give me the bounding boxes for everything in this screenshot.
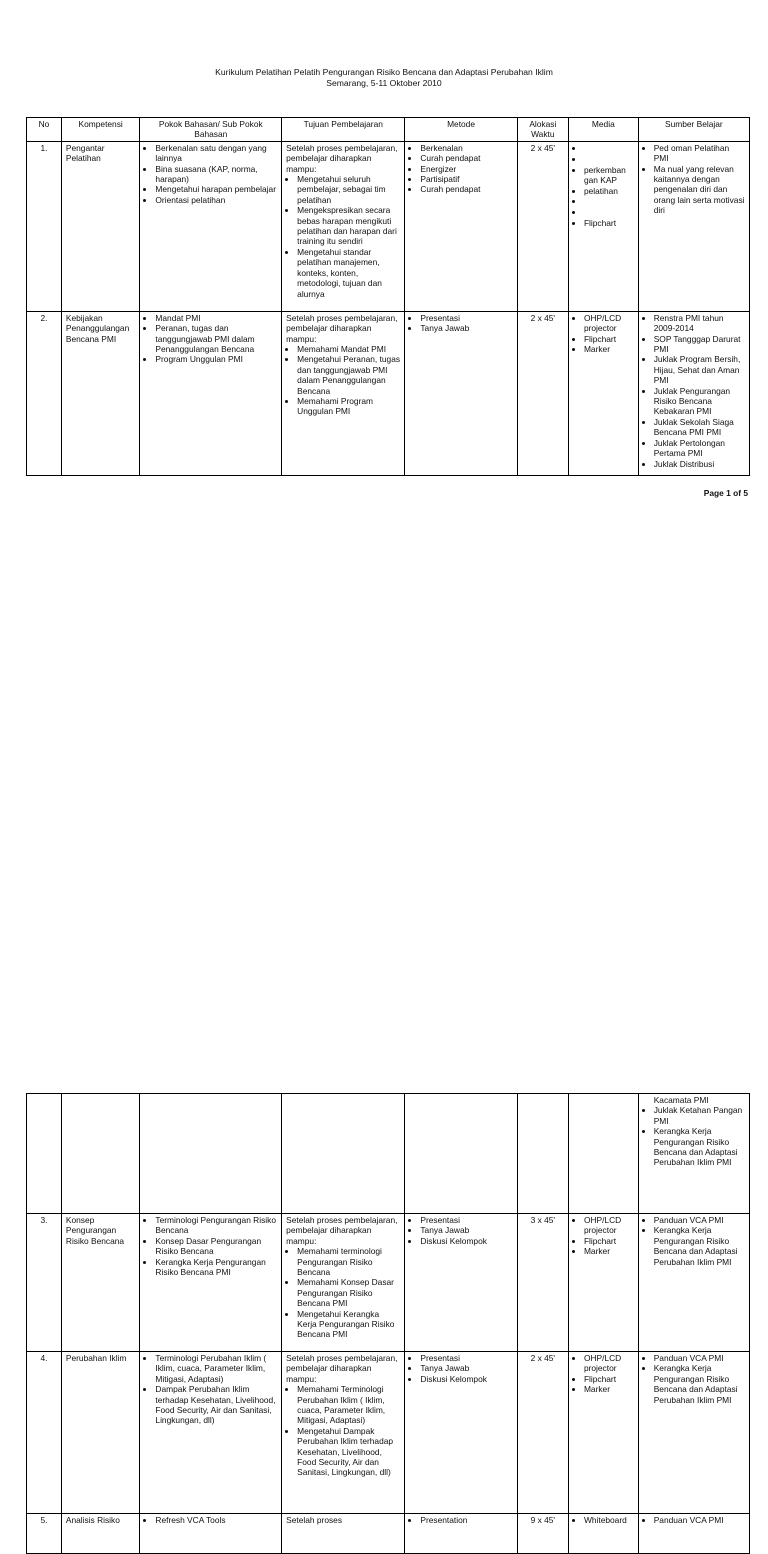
list-item: • Orientasi pelatihan [155,195,277,205]
column-header-kompetensi: Kompetensi [61,118,140,142]
table-row [27,311,750,475]
list-item: • SOP Tangggap Darurat PMI [654,334,745,355]
list-item: • Diskusi Kelompok [420,1236,512,1246]
row-number: 4. [27,1352,62,1514]
document-subtitle: Semarang, 5-11 Oktober 2010 [326,78,442,88]
tujuan-cell [282,1352,405,1514]
list-item: • Flipchart [584,218,634,228]
list-item: • Juklak Sekolah Siaga Bencana PMI PMI [654,417,745,438]
media-list [573,143,634,229]
list-item: • Whiteboard [584,1515,634,1525]
list-item: • Mengekspresikan secara bebas harapan mengikuti pelatihan dan harapan dari training itu sendiri [297,205,400,247]
media-cell [568,1094,638,1214]
list-item: • Tanya Jawab [420,1225,512,1235]
alokasi-waktu-cell: 2 x 45' [517,1352,568,1514]
list-item: • Partisipatif [420,174,512,184]
list-item: • Presentasi [420,1353,512,1363]
list-item: • Panduan VCA PMI [654,1353,745,1363]
pokok-bahasan-list [144,1515,277,1525]
table-row [27,1514,750,1554]
list-item: • Kerangka Kerja Pengurangan Risiko Bencana PMI [155,1257,277,1278]
list-item: • Juklak Ketahan Pangan PMI [654,1105,745,1126]
sumber-belajar-list [643,1353,745,1405]
metode-list [409,313,512,334]
list-item: • Panduan VCA PMI [654,1515,745,1525]
list-item: • Juklak Pengurangan Risiko Bencana Kebakaran PMI [654,386,745,417]
kompetensi-cell: Kebijakan Penanggulangan Bencana PMI [61,311,140,475]
pokok-bahasan-cell [140,1094,282,1214]
list-item: • Berkenalan [420,143,512,153]
list-item [584,143,634,154]
pokok-bahasan-list [144,313,277,365]
document-page-2 [0,510,768,1525]
sumber-belajar-cell [638,311,749,475]
list-item: • Mandat PMI [155,313,277,323]
list-item: • Program Unggulan PMI [155,354,277,364]
list-item: • Flipchart [584,1374,634,1384]
row-number: 3. [27,1214,62,1352]
table-row [27,1214,750,1352]
list-item: • Presentasi [420,313,512,323]
list-item: • Juklak Program Bersih, Hijau, Sehat dan Aman PMI [654,354,745,385]
column-header-no: No [27,118,62,142]
list-item: • OHP/LCD projector [584,1215,634,1236]
list-item: • Diskusi Kelompok [420,1374,512,1384]
metode-cell [405,1514,517,1554]
list-item: • Tanya Jawab [420,323,512,333]
pokok-bahasan-list [144,1215,277,1277]
pokok-bahasan-list [144,143,277,205]
list-item: • Presentation [420,1515,512,1525]
curriculum-table-continued [26,1093,750,1554]
list-item: • Juklak Distribusi [654,459,745,469]
alokasi-waktu-cell [517,1094,568,1214]
list-item: • pelatihan [584,186,634,196]
list-item: • Mengetahui Dampak Perubahan Iklim terhadap Kesehatan, Livelihood, Food Security, Air dan Sanitasi, Lingkungan, dll) [297,1426,400,1478]
list-item: • Curah pendapat [420,184,512,194]
page-number: Page 1 of 5 [703,488,748,498]
metode-list [409,1215,512,1246]
column-header-tujuan: Tujuan Pembelajaran [282,118,405,142]
list-item: • Mengetahui Kerangka Kerja Pengurangan Risiko Bencana PMI [297,1309,400,1340]
metode-list [409,1515,512,1525]
media-list [573,1515,634,1525]
list-item: • Terminologi Pengurangan Risiko Bencana [155,1215,277,1236]
list-item [584,196,634,207]
kompetensi-cell [61,1094,140,1214]
tujuan-intro: Setelah proses pembelajaran, pembelajar diharapkan mampu: [286,1215,398,1246]
list-item: • Memahami terminologi Pengurangan Risiko Bencana [297,1246,400,1277]
list-item: • Marker [584,344,634,354]
list-item: • perkemban gan KAP [584,165,634,186]
list-item: • Juklak Pertolongan Pertama PMI [654,438,745,459]
list-item: • Peranan, tugas dan tanggungjawab PMI dalam Penanggulangan Bencana [155,323,277,354]
column-header-metode: Metode [405,118,517,142]
list-item: • Kerangka Kerja Pengurangan Risiko Bencana dan Adaptasi Perubahan Iklim PMI [654,1225,745,1267]
sumber-belajar-list [643,1215,745,1267]
metode-list [409,1353,512,1384]
sumber-belajar-cell [638,141,749,311]
pokok-bahasan-cell [140,141,282,311]
list-item: • Mengetahui seluruh pembelajar, sebagai tim pelatihan [297,174,400,205]
column-header-sumber: Sumber Belajar [638,118,749,142]
sumber-belajar-list [643,313,745,469]
list-item: • Dampak Perubahan Iklim terhadap Kesehatan, Livelihood, Food Security, Air dan Sanitasi, Lingkungan, dll) [155,1384,277,1426]
column-header-media: Media [568,118,638,142]
list-item: • Memahami Konsep Dasar Pengurangan Risiko Bencana PMI [297,1277,400,1308]
list-item: • Flipchart [584,1236,634,1246]
media-cell [568,1514,638,1554]
pokok-bahasan-list [144,1353,277,1426]
media-cell [568,311,638,475]
alokasi-waktu-cell: 2 x 45' [517,311,568,475]
tujuan-cell [282,1214,405,1352]
list-item: • Panduan VCA PMI [654,1215,745,1225]
tujuan-cell [282,1094,405,1214]
list-item: • Curah pendapat [420,153,512,163]
pokok-bahasan-cell [140,1214,282,1352]
document-title: Kurikulum Pelatihan Pelatih Pengurangan Risiko Bencana dan Adaptasi Perubahan Iklim [215,67,553,77]
row-number: 1. [27,141,62,311]
alokasi-waktu-cell: 2 x 45' [517,141,568,311]
column-header-pokok-bahasan: Pokok Bahasan/ Sub Pokok Bahasan [140,118,282,142]
list-item: • Kerangka Kerja Pengurangan Risiko Bencana dan Adaptasi Perubahan Iklim PMI [654,1363,745,1405]
document-page-1 [0,0,768,510]
tujuan-cell [282,311,405,475]
tujuan-list [286,344,400,417]
metode-cell [405,1214,517,1352]
sumber-belajar-list [643,1515,745,1525]
sumber-belajar-list [643,143,745,216]
alokasi-waktu-cell: 3 x 45' [517,1214,568,1352]
list-item: • Ma nual yang relevan kaitannya dengan pengenalan diri dan orang lain serta motivasi diri [654,164,745,216]
media-cell [568,1352,638,1514]
list-item: • Konsep Dasar Pengurangan Risiko Bencana [155,1236,277,1257]
table-header-row [27,118,750,142]
list-item [584,207,634,218]
kompetensi-cell: Perubahan Iklim [61,1352,140,1514]
metode-cell [405,311,517,475]
list-item: • Energizer [420,164,512,174]
media-cell [568,141,638,311]
list-item: • Terminologi Perubahan Iklim ( Iklim, cuaca, Parameter Iklim, Mitigasi, Adaptasi) [155,1353,277,1384]
metode-cell [405,1352,517,1514]
kompetensi-cell: Konsep Pengurangan Risiko Bencana [61,1214,140,1352]
column-header-alokasi: Alokasi Waktu [517,118,568,142]
metode-cell [405,141,517,311]
list-item: • Renstra PMI tahun 2009-2014 [654,313,745,334]
list-item: • Mengetahui Peranan, tugas dan tanggungjawab PMI dalam Penanggulangan Bencana [297,354,400,396]
curriculum-table [26,117,750,476]
alokasi-waktu-cell: 9 x 45' [517,1514,568,1554]
list-item: • Marker [584,1384,634,1394]
kompetensi-cell: Analisis Risiko [61,1514,140,1554]
metode-cell [405,1094,517,1214]
pokok-bahasan-cell [140,1352,282,1514]
kompetensi-cell: Pengantar Pelatihan [61,141,140,311]
tujuan-intro: Setelah proses pembelajaran, pembelajar diharapkan mampu: [286,142,398,174]
table-row [27,1094,750,1214]
sumber-belajar-cell [638,1352,749,1514]
tujuan-intro: Setelah proses pembelajaran, pembelajar diharapkan mampu: [286,312,398,344]
list-item: • Berkenalan satu dengan yang lainnya [155,143,277,164]
tujuan-list [286,1384,400,1478]
list-item: • Flipchart [584,334,634,344]
list-item: • Presentasi [420,1215,512,1225]
list-item: • Bina suasana (KAP, norma, harapan) [155,164,277,185]
tujuan-list [286,1246,400,1340]
list-item: • Mengetahui harapan pembelajar [155,184,277,194]
table-row [27,141,750,311]
pokok-bahasan-cell [140,311,282,475]
list-item: • Mengetahui standar pelatihan manajemen, konteks, konten, metodologi, tujuan dan alurnya [297,247,400,299]
row-number: 2. [27,311,62,475]
list-item: • Kerangka Kerja Pengurangan Risiko Bencana dan Adaptasi Perubahan Iklim PMI [654,1126,745,1168]
list-item: • Memahami Program Unggulan PMI [297,396,400,417]
list-item: • Memahami Mandat PMI [297,344,400,354]
tujuan-list [286,174,400,299]
sumber-continued-text: Kacamata PMI [653,1095,709,1105]
pokok-bahasan-cell [140,1514,282,1554]
list-item: • OHP/LCD projector [584,1353,634,1374]
row-number [27,1094,62,1214]
media-cell [568,1214,638,1352]
sumber-belajar-cell [638,1214,749,1352]
tujuan-intro: Setelah proses pembelajaran, pembelajar diharapkan mampu: [286,1353,398,1384]
sumber-belajar-cell [638,1094,749,1214]
list-item [584,154,634,165]
list-item: • Ped oman Pelatihan PMI [654,143,745,164]
metode-list [409,143,512,195]
list-item: • Refresh VCA Tools [155,1515,277,1525]
tujuan-cell [282,141,405,311]
media-list [573,1215,634,1257]
sumber-belajar-cell [638,1514,749,1554]
row-number: 5. [27,1514,62,1554]
tujuan-intro: Setelah proses [286,1515,343,1525]
tujuan-cell [282,1514,405,1554]
table-row [27,1352,750,1514]
list-item: • Tanya Jawab [420,1363,512,1373]
media-list [573,1353,634,1395]
list-item: • Memahami Terminologi Perubahan Iklim ( Iklim, cuaca, Parameter Iklim, Mitigasi, Adaptasi) [297,1384,400,1426]
sumber-belajar-list [643,1105,745,1167]
list-item: • OHP/LCD projector [584,313,634,334]
list-item: • Marker [584,1246,634,1256]
media-list [573,313,634,355]
